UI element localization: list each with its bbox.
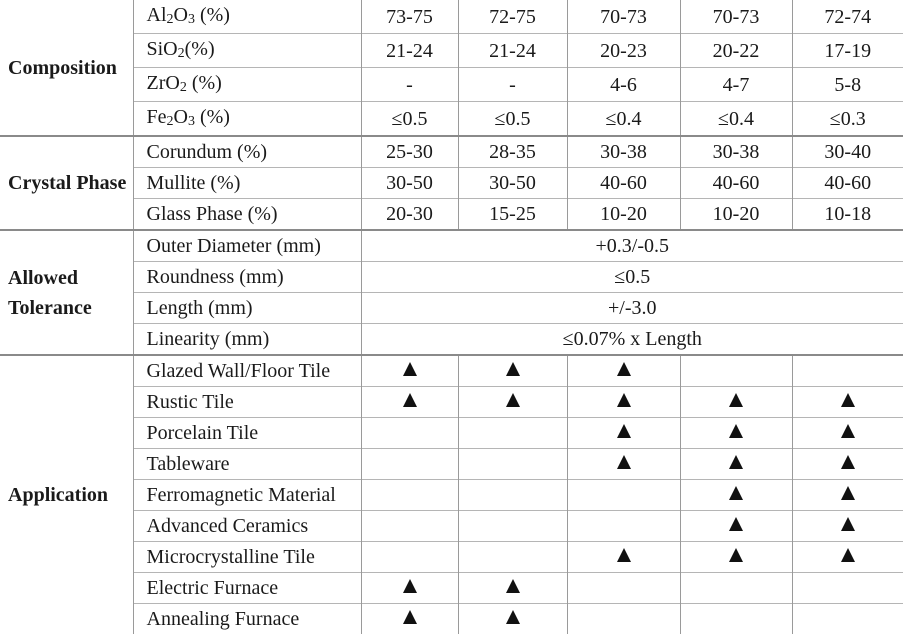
formula-part: ZrO [146,72,180,94]
property-label: Advanced Ceramics [133,511,361,542]
value-cell: 30-38 [567,136,680,168]
application-mark-cell [680,480,792,511]
application-mark-cell [792,542,903,573]
triangle-up-icon [729,424,743,438]
formula-part: O [173,106,188,128]
tolerance-value: ≤0.07% x Length [361,324,903,356]
value-cell: 30-38 [680,136,792,168]
application-mark-cell [567,542,680,573]
value-cell: 70-73 [680,0,792,34]
application-row [0,480,903,511]
triangle-up-icon [617,455,631,469]
value-cell: ≤0.3 [792,102,903,137]
composition-row [0,102,903,137]
value-cell: ≤0.5 [458,102,567,137]
application-mark-cell [680,418,792,449]
value-cell: 28-35 [458,136,567,168]
value-cell: 10-20 [680,199,792,231]
application-mark-cell [458,604,567,635]
triangle-up-icon [841,486,855,500]
crystal-phase-row [0,136,903,168]
value-cell: 5-8 [792,68,903,102]
value-cell: ≤0.4 [680,102,792,137]
application-mark-cell [567,480,680,511]
property-label: Outer Diameter (mm) [133,230,361,262]
property-label: Rustic Tile [133,387,361,418]
application-mark-cell [792,604,903,635]
value-cell: 40-60 [567,168,680,199]
tolerance-row [0,324,903,356]
composition-row [0,34,903,68]
triangle-up-icon [841,393,855,407]
application-mark-cell [567,604,680,635]
value-cell: 30-50 [458,168,567,199]
triangle-up-icon [617,393,631,407]
value-cell: 72-74 [792,0,903,34]
formula-part: O [173,4,188,26]
property-label: Porcelain Tile [133,418,361,449]
application-row [0,418,903,449]
application-row [0,542,903,573]
property-label: Glazed Wall/Floor Tile [133,355,361,387]
triangle-up-icon [729,455,743,469]
value-cell: - [361,68,458,102]
application-row [0,449,903,480]
application-mark-cell [458,387,567,418]
triangle-up-icon [403,610,417,624]
application-mark-cell [458,511,567,542]
application-row [0,355,903,387]
triangle-up-icon [403,362,417,376]
composition-row [0,0,903,34]
application-mark-cell [458,542,567,573]
value-cell: 17-19 [792,34,903,68]
property-label: Ferromagnetic Material [133,480,361,511]
value-cell: - [458,68,567,102]
triangle-up-icon [403,393,417,407]
property-label: Glass Phase (%) [133,199,361,231]
property-label: Mullite (%) [133,168,361,199]
value-cell: 20-30 [361,199,458,231]
application-mark-cell [458,449,567,480]
application-mark-cell [792,355,903,387]
application-mark-cell [680,387,792,418]
formula-part: Fe [146,106,167,128]
value-cell: 70-73 [567,0,680,34]
value-cell: ≤0.4 [567,102,680,137]
property-label: Length (mm) [133,293,361,324]
value-cell: 40-60 [792,168,903,199]
application-mark-cell [361,449,458,480]
tolerance-row [0,293,903,324]
tolerance-value: +0.3/-0.5 [361,230,903,262]
application-mark-cell [458,355,567,387]
group-label-allowed-tolerance: Allowed Tolerance [0,230,133,355]
value-cell: 73-75 [361,0,458,34]
application-mark-cell [680,573,792,604]
triangle-up-icon [729,548,743,562]
unit-label: (%) [186,72,222,94]
property-label: Microcrystalline Tile [133,542,361,573]
value-cell: 30-40 [792,136,903,168]
tolerance-value: ≤0.5 [361,262,903,293]
formula-subscript: 3 [187,114,195,129]
crystal-phase-row [0,168,903,199]
value-cell: 30-50 [361,168,458,199]
property-label: Annealing Furnace [133,604,361,635]
property-label: Electric Furnace [133,573,361,604]
property-label [133,34,361,68]
value-cell: ≤0.5 [361,102,458,137]
property-label: Corundum (%) [133,136,361,168]
value-cell: 15-25 [458,199,567,231]
value-cell: 40-60 [680,168,792,199]
unit-label: (%) [184,38,215,60]
crystal-phase-row [0,199,903,231]
application-mark-cell [567,573,680,604]
value-cell: 10-20 [567,199,680,231]
value-cell: 25-30 [361,136,458,168]
property-label: Tableware [133,449,361,480]
formula-part: Al [146,4,167,26]
triangle-up-icon [617,362,631,376]
triangle-up-icon [617,424,631,438]
application-mark-cell [792,418,903,449]
triangle-up-icon [841,424,855,438]
application-mark-cell [680,355,792,387]
triangle-up-icon [729,393,743,407]
application-mark-cell [680,449,792,480]
triangle-up-icon [506,393,520,407]
value-cell: 21-24 [458,34,567,68]
application-mark-cell [792,449,903,480]
triangle-up-icon [403,579,417,593]
property-label: Roundness (mm) [133,262,361,293]
value-cell: 20-23 [567,34,680,68]
formula-subscript: 2 [177,46,185,61]
formula-subscript: 2 [166,12,174,27]
application-mark-cell [792,573,903,604]
value-cell: 4-7 [680,68,792,102]
tolerance-value: +/-3.0 [361,293,903,324]
application-mark-cell [361,355,458,387]
value-cell: 10-18 [792,199,903,231]
value-cell: 4-6 [567,68,680,102]
formula-part: SiO [146,38,178,60]
unit-label: (%) [194,106,230,128]
formula-subscript: 3 [187,12,195,27]
application-mark-cell [680,511,792,542]
triangle-up-icon [617,548,631,562]
group-label-crystal-phase: Crystal Phase [0,136,133,230]
application-mark-cell [567,449,680,480]
application-mark-cell [361,542,458,573]
triangle-up-icon [729,486,743,500]
application-mark-cell [361,511,458,542]
triangle-up-icon [506,610,520,624]
composition-row [0,68,903,102]
formula-subscript: 2 [166,114,174,129]
tolerance-row [0,262,903,293]
application-mark-cell [567,387,680,418]
application-mark-cell [567,511,680,542]
triangle-up-icon [841,548,855,562]
group-label-composition: Composition [8,56,117,79]
value-cell: 21-24 [361,34,458,68]
value-cell: 20-22 [680,34,792,68]
property-label [133,102,361,137]
application-row [0,387,903,418]
application-mark-cell [567,418,680,449]
triangle-up-icon [841,455,855,469]
application-mark-cell [458,480,567,511]
application-mark-cell [567,355,680,387]
triangle-up-icon [506,579,520,593]
application-row [0,573,903,604]
application-mark-cell [792,387,903,418]
application-mark-cell [361,418,458,449]
tolerance-row [0,230,903,262]
application-row [0,604,903,635]
group-label-application: Application [0,355,133,634]
triangle-up-icon [506,362,520,376]
unit-label: (%) [194,4,230,26]
application-mark-cell [680,604,792,635]
application-row [0,511,903,542]
application-mark-cell [361,573,458,604]
application-mark-cell [361,604,458,635]
application-mark-cell [680,542,792,573]
application-mark-cell [458,573,567,604]
application-mark-cell [361,387,458,418]
triangle-up-icon [729,517,743,531]
formula-subscript: 2 [179,80,187,95]
value-cell: 72-75 [458,0,567,34]
application-mark-cell [792,511,903,542]
application-mark-cell [792,480,903,511]
property-label: Linearity (mm) [133,324,361,356]
application-mark-cell [458,418,567,449]
property-label [133,0,361,34]
application-mark-cell [361,480,458,511]
triangle-up-icon [841,517,855,531]
property-label [133,68,361,102]
